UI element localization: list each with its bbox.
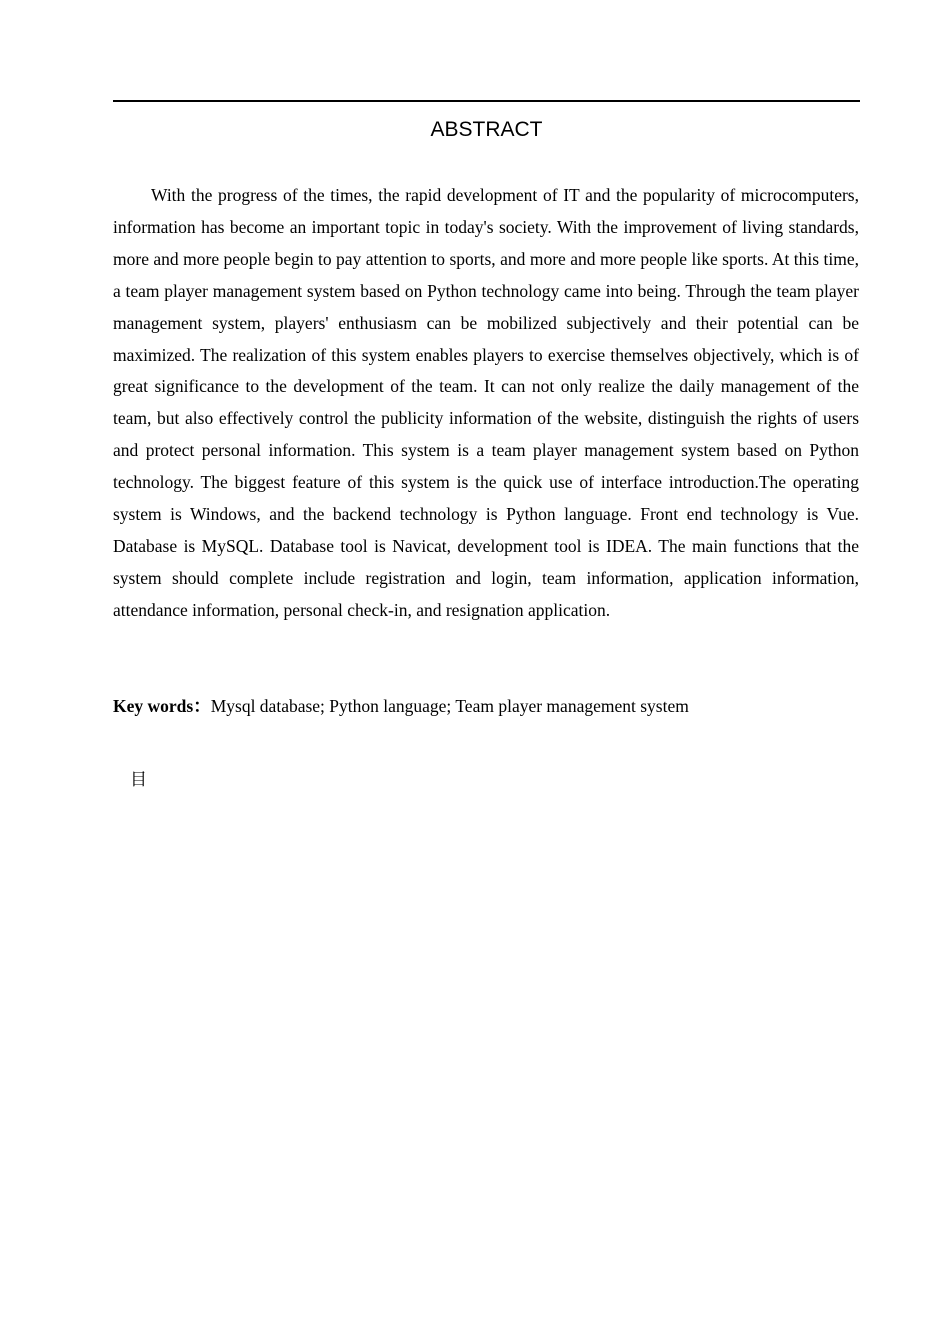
keywords-text: Mysql database; Python language; Team player management system xyxy=(210,696,689,716)
abstract-paragraph: With the progress of the times, the rapid development of IT and the popularity of microcomputers, information has become an important topic in today's society. With the improvement of living standards, more and more people begin to pay attention to sports, and more and more people like sports. At this time, a team player management system based on Python technology came into being. Through the team player management system, players' enthusiasm can be mobilized subjectively and their potential can be maximized. The realization of this system enables players to exercise themselves objectively, which is of great significance to the development of the team. It can not only realize the daily management of the team, but also effectively control the publicity information of the website, distinguish the rights of users and protect personal information. This system is a team player management system based on Python technology. The biggest feature of this system is the quick use of interface introduction.The operating system is Windows, and the backend technology is Python language. Front end technology is Vue. Database is MySQL. Database tool is Navicat, development tool is IDEA. The main functions that the system should complete include registration and login, team information, application information, attendance information, personal check-in, and resignation application. xyxy=(113,185,859,620)
toc-heading-fragment: 目 xyxy=(130,770,147,790)
keywords-label: Key words： xyxy=(113,696,211,716)
keywords-line xyxy=(113,691,859,723)
header-rule xyxy=(113,100,860,102)
abstract-title: ABSTRACT xyxy=(430,118,543,141)
